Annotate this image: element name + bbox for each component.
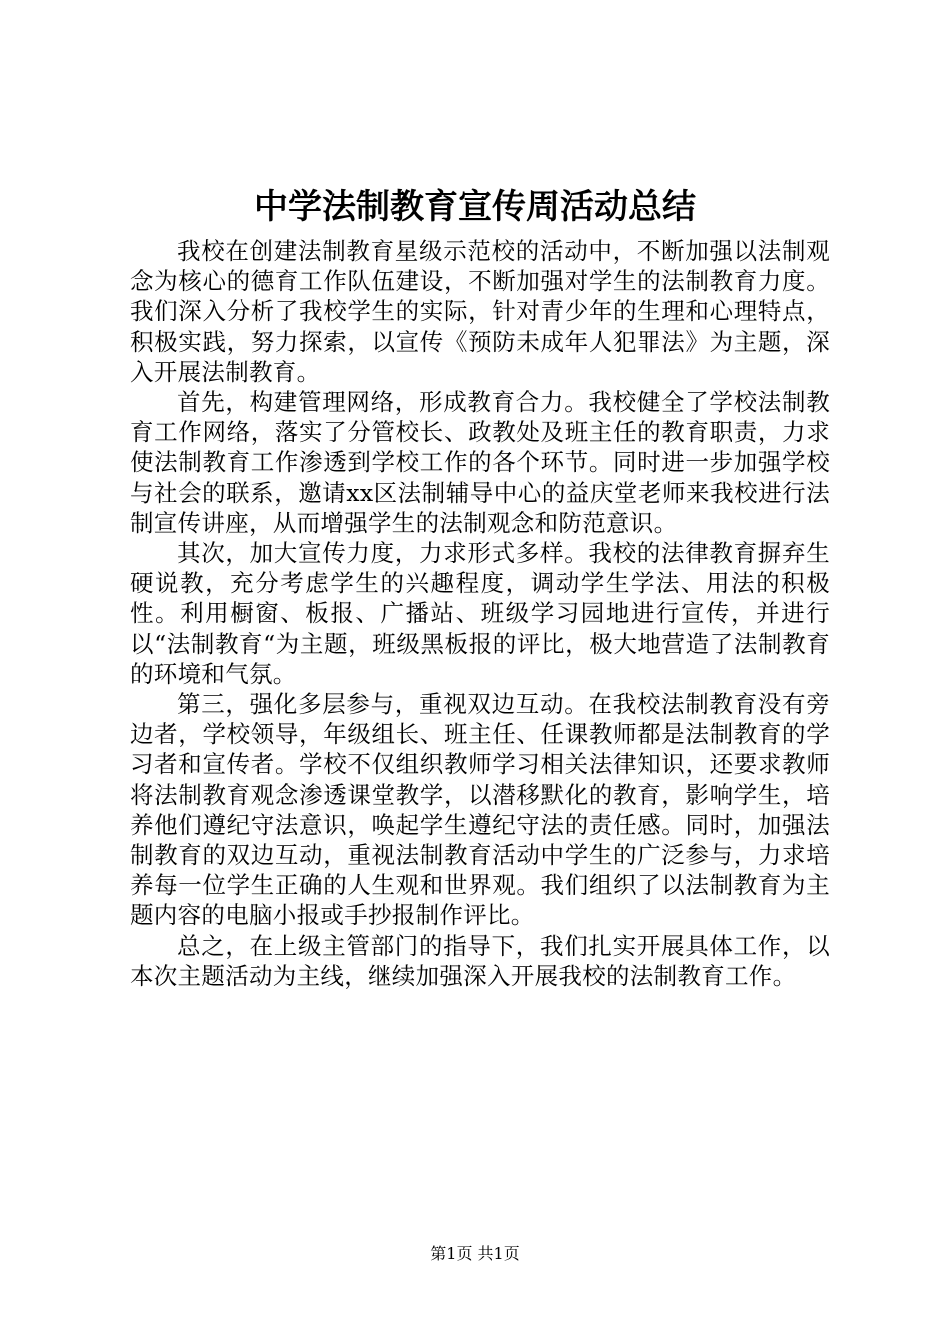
paragraph-third: 第三，强化多层参与，重视双边互动。在我校法制教育没有旁边者，学校领导，年级组长、班主任、任课教师都是法制教育的学习者和宣传者。学校不仅组织教师学习相关法律知识，还要求教师将法制教育观念渗透课堂教学，以潜移默化的教育，影响学生，培养他们遵纪守法意识，唤起学生遵纪守法的责任感。同时，加强法制教育的双边互动，重视法制教育活动中学生的广泛参与，力求培养每一位学生正确的人生观和世界观。我们组织了以法制教育为主题内容的电脑小报或手抄报制作评比。 xyxy=(130,690,830,930)
document-body xyxy=(130,236,830,991)
paragraph-first: 首先，构建管理网络，形成教育合力。我校健全了学校法制教育工作网络，落实了分管校长、政教处及班主任的教育职责，力求使法制教育工作渗透到学校工作的各个环节。同时进一步加强学校与社会的联系，邀请xx区法制辅导中心的益庆堂老师来我校进行法制宣传讲座，从而增强学生的法制观念和防范意识。 xyxy=(130,388,830,537)
page-footer: 第1页 共1页 xyxy=(430,1244,520,1263)
paragraph-conclusion: 总之，在上级主管部门的指导下，我们扎实开展具体工作，以本次主题活动为主线，继续加强深入开展我校的法制教育工作。 xyxy=(130,931,830,990)
document-title: 中学法制教育宣传周活动总结 xyxy=(254,187,696,227)
paragraph-intro: 我校在创建法制教育星级示范校的活动中，不断加强以法制观念为核心的德育工作队伍建设，不断加强对学生的法制教育力度。我们深入分析了我校学生的实际，针对青少年的生理和心理特点，积极实践，努力探索，以宣传《预防未成年人犯罪法》为主题，深入开展法制教育。 xyxy=(130,237,830,386)
paragraph-second: 其次，加大宣传力度，力求形式多样。我校的法律教育摒弃生硬说教，充分考虑学生的兴趣程度，调动学生学法、用法的积极性。利用橱窗、板报、广播站、班级学习园地进行宣传，并进行以“法制教育“为主题，班级黑板报的评比，极大地营造了法制教育的环境和气氛。 xyxy=(130,539,830,688)
